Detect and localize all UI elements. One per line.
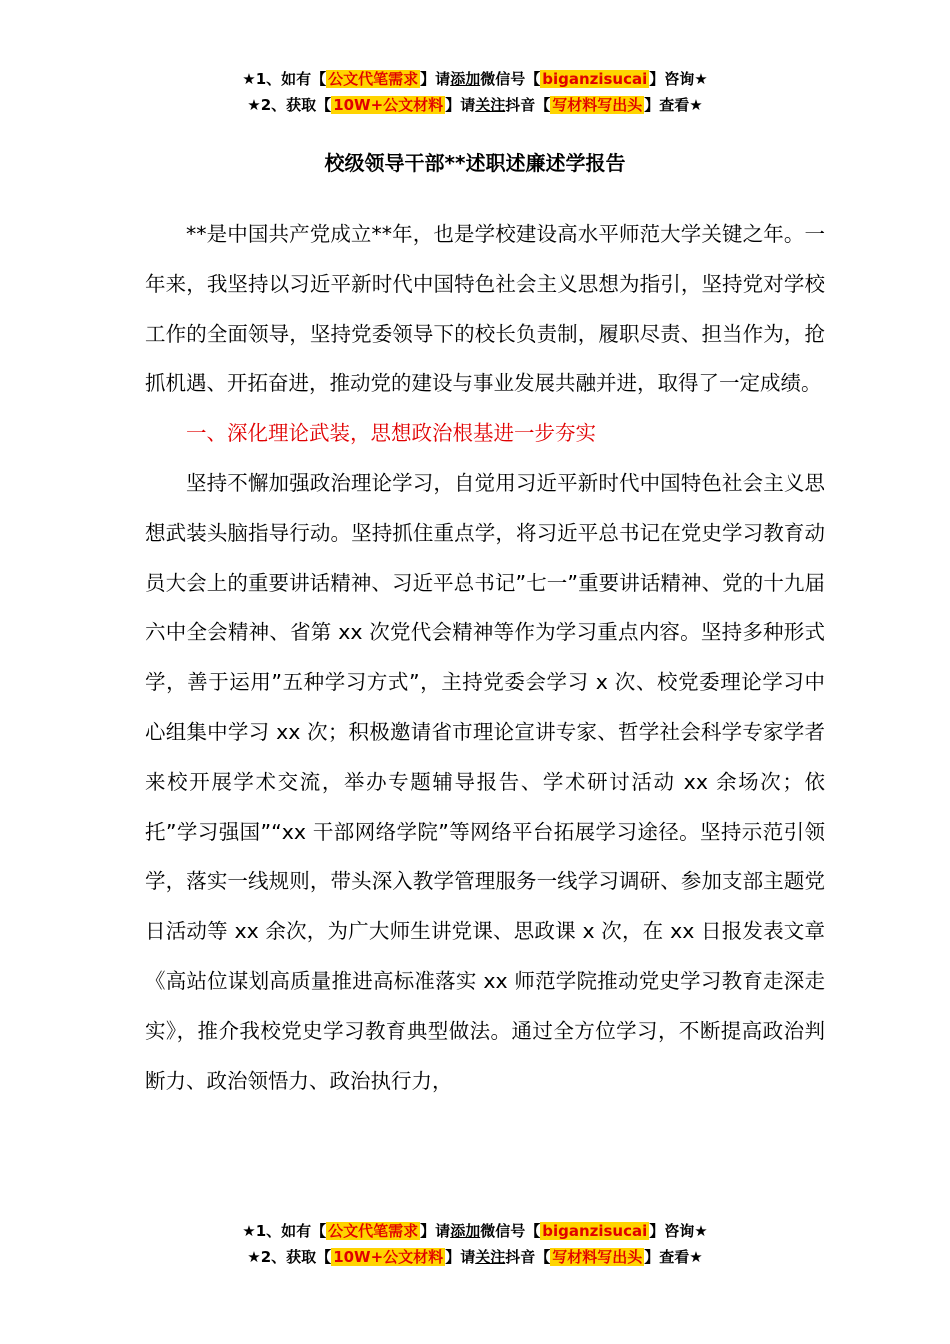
- banner-highlight: 写材料写出头: [552, 1248, 643, 1266]
- banner-highlight: 写材料写出头: [552, 96, 643, 114]
- banner-text: 】请: [420, 1222, 451, 1240]
- banner-text: 】咨询★: [649, 70, 708, 88]
- banner-line-2: [0, 92, 950, 118]
- banner-text: 】咨询★: [649, 1222, 708, 1240]
- banner-line-2: [0, 1244, 950, 1270]
- banner-text: 】请: [445, 96, 476, 114]
- banner-line-1: [0, 66, 950, 92]
- banner-text: ★1、如有【: [242, 1222, 327, 1240]
- intro-paragraph: **是中国共产党成立**年，也是学校建设高水平师范大学关键之年。一年来，我坚持以习近平新时代中国特色社会主义思想为指引，坚持党对学校工作的全面领导，坚持党委领导下的校长负责制，履职尽责、担当作为，抢抓机遇、开拓奋进，推动党的建设与事业发展共融并进，取得了一定成绩。: [145, 222, 825, 396]
- banner-highlight: 公文代笔需求: [328, 1222, 419, 1240]
- banner-underline: 添加: [450, 1222, 481, 1240]
- banner-text: 抖音【: [505, 1248, 551, 1266]
- section-heading: 一、深化理论武装，思想政治根基进一步夯实: [186, 421, 596, 446]
- banner-text: 微信号【: [480, 1222, 541, 1240]
- section-paragraph: 坚持不懈加强政治理论学习，自觉用习近平新时代中国特色社会主义思想武装头脑指导行动。坚持抓住重点学，将习近平总书记在党史学习教育动员大会上的重要讲话精神、习近平总书记”七一”重要讲话精神、党的十九届六中全会精神、省第 xx 次党代会精神等作为学习重点内容。坚持多种形式学，善于运用”五种学习方式”，主持党委会学习 x 次、校党委理论学习中心组集中学习 xx 次；积极邀请省市理论宣讲专家、哲学社会科学专家学者来校开展学术交流，举办专题辅导报告、学术研讨活动 xx 余场次；依托”学习强国”“xx 干部网络学院”等网络平台拓展学习途径。坚持示范引领学，落实一线规则，带头深入教学管理服务一线学习调研、参加支部主题党日活动等 xx 余次，为广大师生讲党课、思政课 x 次，在 xx 日报发表文章《高站位谋划高质量推进高标准落实 xx 师范学院推动党史学习教育走深走实》，推介我校党史学习教育典型做法。通过全方位学习，不断提高政治判断力、政治领悟力、政治执行力，: [145, 470, 825, 1093]
- banner-underline: 关注: [475, 1248, 506, 1266]
- banner-text: ★1、如有【: [242, 70, 327, 88]
- banner-text: 】请: [445, 1248, 476, 1266]
- document-body: [145, 210, 825, 1106]
- bottom-banner: [0, 1218, 950, 1270]
- banner-text: ★2、获取【: [247, 1248, 332, 1266]
- banner-text: 微信号【: [480, 70, 541, 88]
- banner-highlight: biganzisucai: [542, 70, 648, 88]
- banner-text: ★2、获取【: [247, 96, 332, 114]
- banner-text: 】查看★: [644, 1248, 703, 1266]
- banner-highlight: 10W+公文材料: [333, 96, 444, 114]
- banner-highlight: biganzisucai: [542, 1222, 648, 1240]
- banner-underline: 关注: [475, 96, 506, 114]
- banner-text: 】查看★: [644, 96, 703, 114]
- document-title: 校级领导干部**述职述廉述学报告: [324, 151, 626, 175]
- top-banner: [0, 66, 950, 118]
- banner-text: 抖音【: [505, 96, 551, 114]
- banner-text: 】请: [420, 70, 451, 88]
- banner-underline: 添加: [450, 70, 481, 88]
- banner-highlight: 公文代笔需求: [328, 70, 419, 88]
- banner-highlight: 10W+公文材料: [333, 1248, 444, 1266]
- banner-line-1: [0, 1218, 950, 1244]
